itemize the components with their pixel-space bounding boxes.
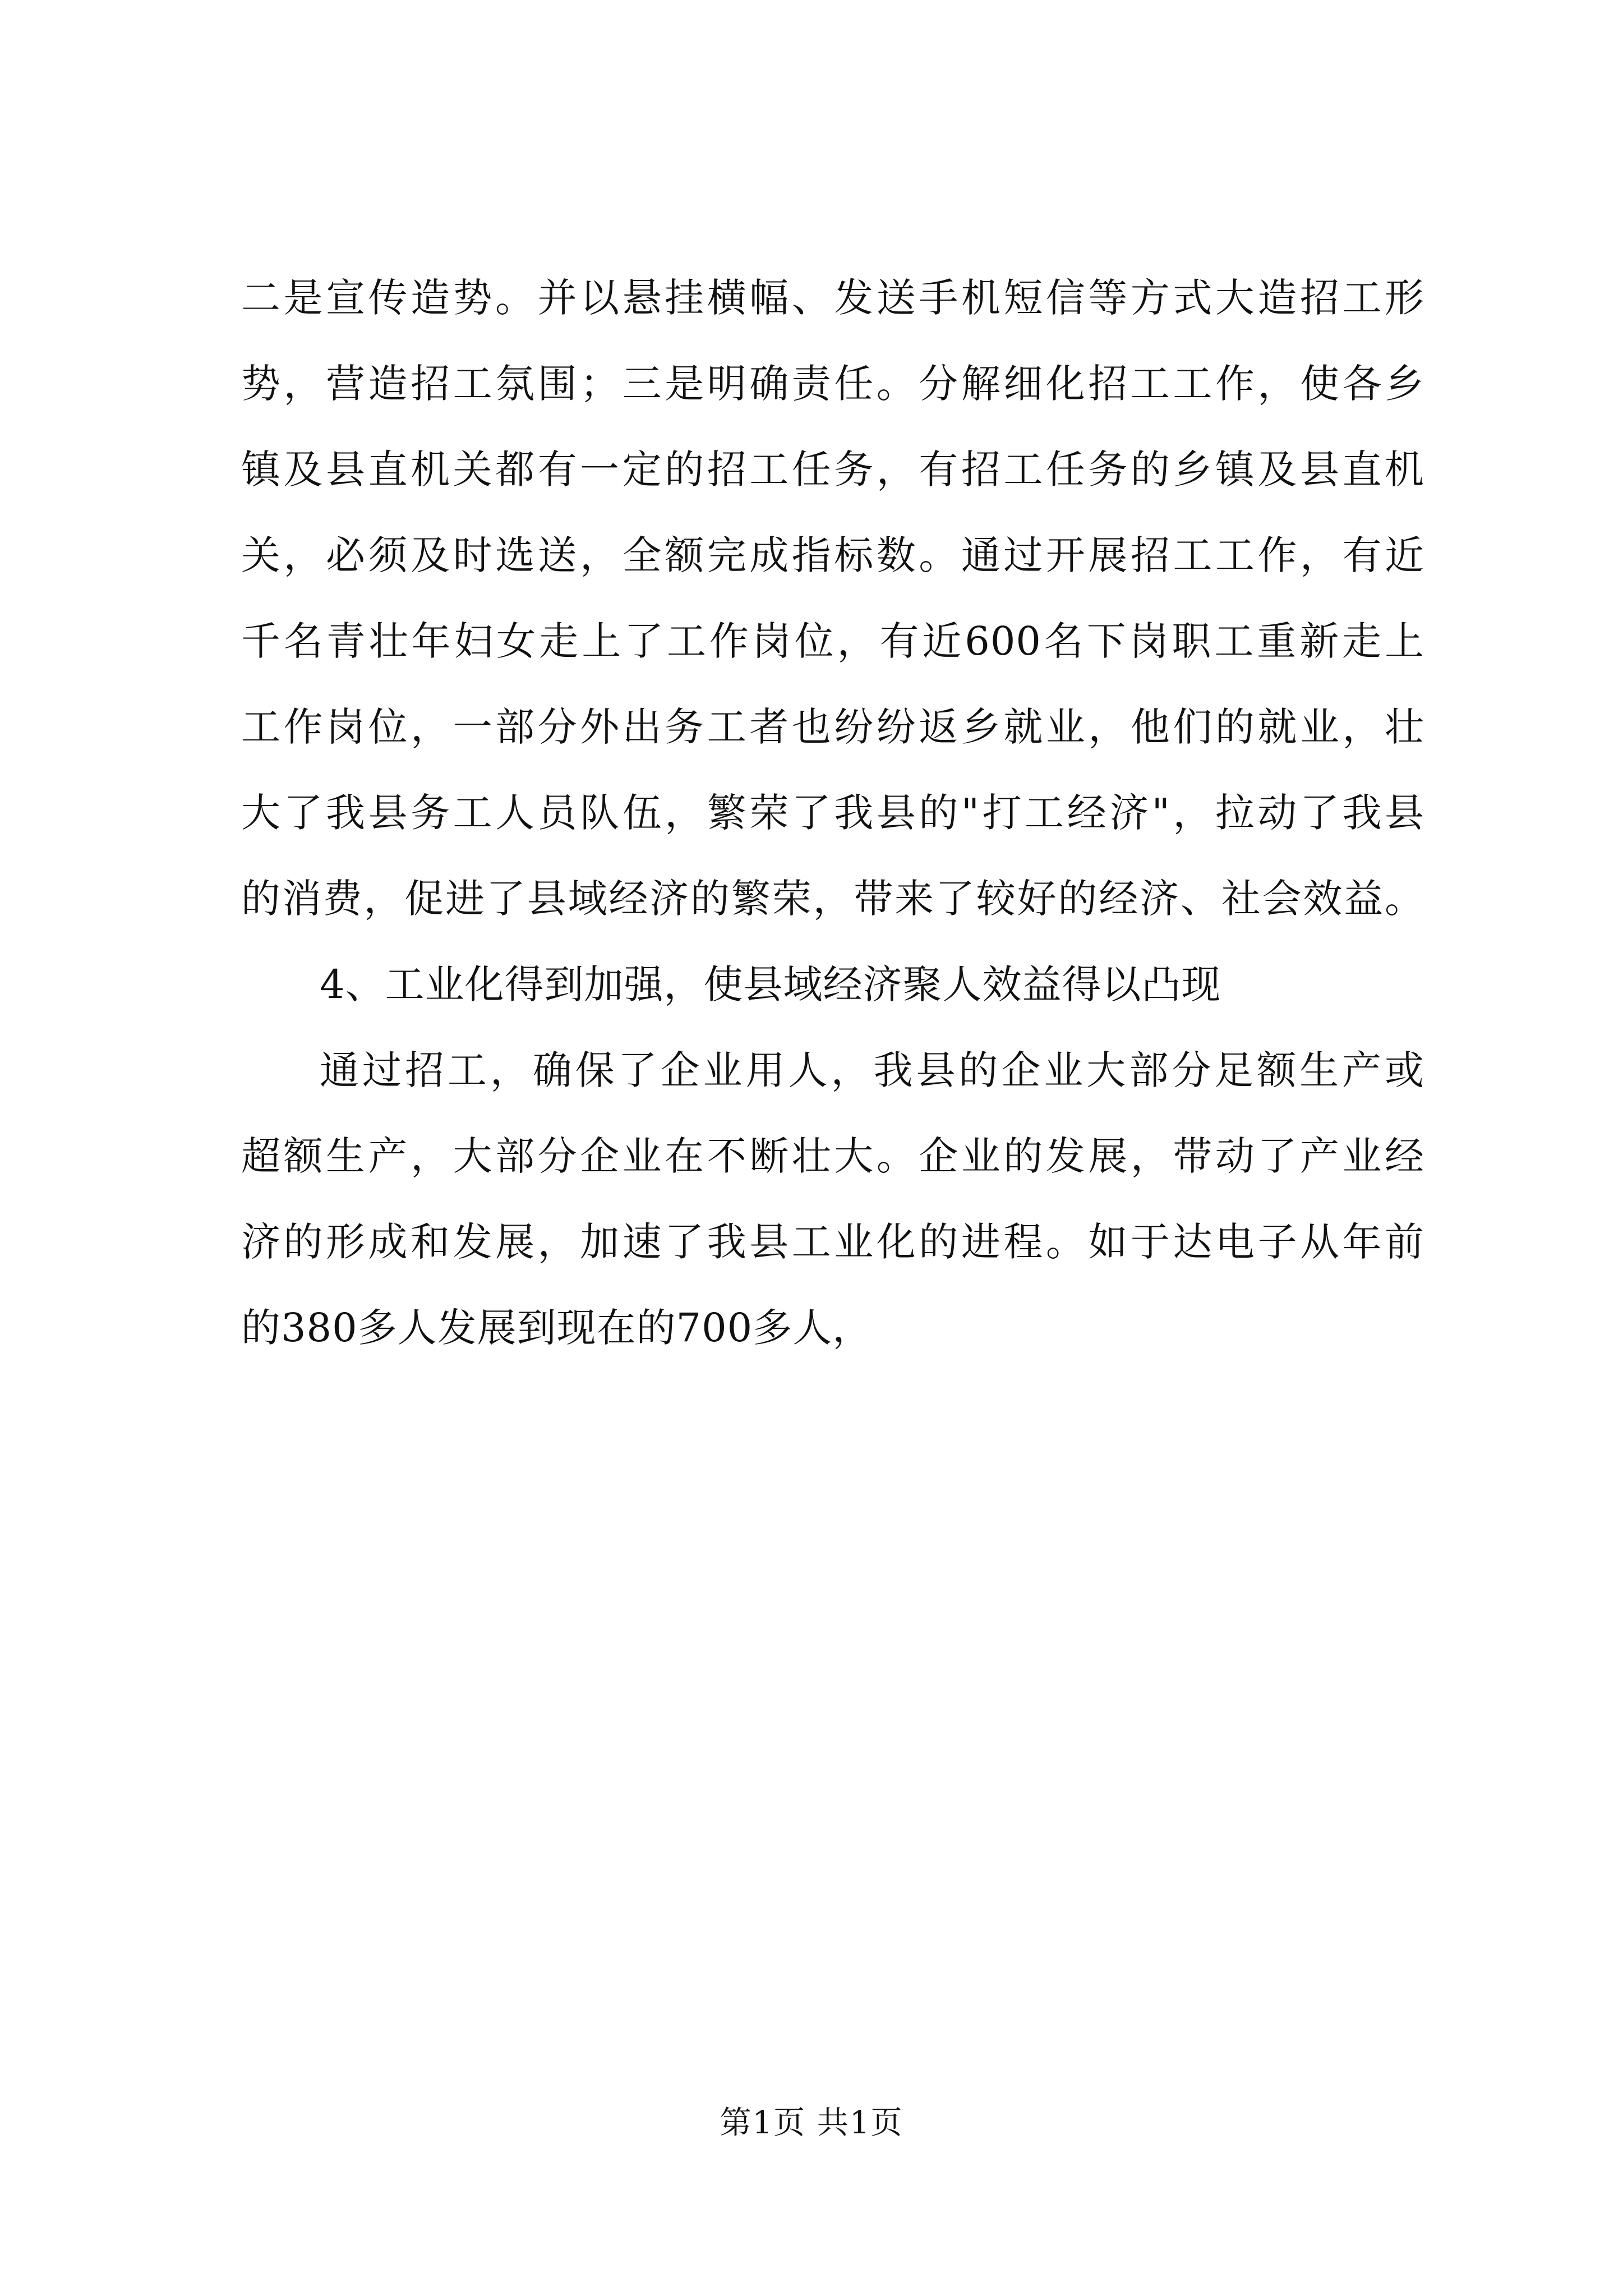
text-line: 工作岗位，一部分外出务工者也纷纷返乡就业，他们的就业，壮	[241, 704, 1424, 750]
text-line: 关，必须及时选送，全额完成指标数。通过开展招工工作，有近	[241, 532, 1424, 578]
text-line: 势，营造招工氛围；三是明确责任。分解细化招工工作，使各乡	[241, 361, 1424, 407]
text-line: 的380多人发展到现在的700多人，	[241, 1305, 873, 1351]
body-text	[241, 255, 1424, 1371]
text-line: 二是宣传造势。并以悬挂横幅、发送手机短信等方式大造招工形	[241, 275, 1424, 321]
text-line: 千名青壮年妇女走上了工作岗位，有近600名下岗职工重新走上	[241, 618, 1424, 664]
text-line: 济的形成和发展，加速了我县工业化的进程。如于达电子从年前	[241, 1219, 1424, 1265]
text-line: 超额生产，大部分企业在不断壮大。企业的发展，带动了产业经	[241, 1133, 1424, 1179]
text-line: 通过招工，确保了企业用人，我县的企业大部分足额生产或	[320, 1047, 1424, 1093]
section-heading: 4、工业化得到加强，使县域经济聚人效益得以凸现	[320, 961, 1221, 1007]
text-line: 镇及县直机关都有一定的招工任务，有招工任务的乡镇及县直机	[241, 447, 1424, 493]
text-line: 大了我县务工人员队伍，繁荣了我县的"打工经济"，拉动了我县	[241, 790, 1424, 836]
text-line: 的消费，促进了县域经济的繁荣，带来了较好的经济、社会效益。	[241, 876, 1424, 922]
page-footer: 第1页 共1页	[720, 2105, 903, 2141]
